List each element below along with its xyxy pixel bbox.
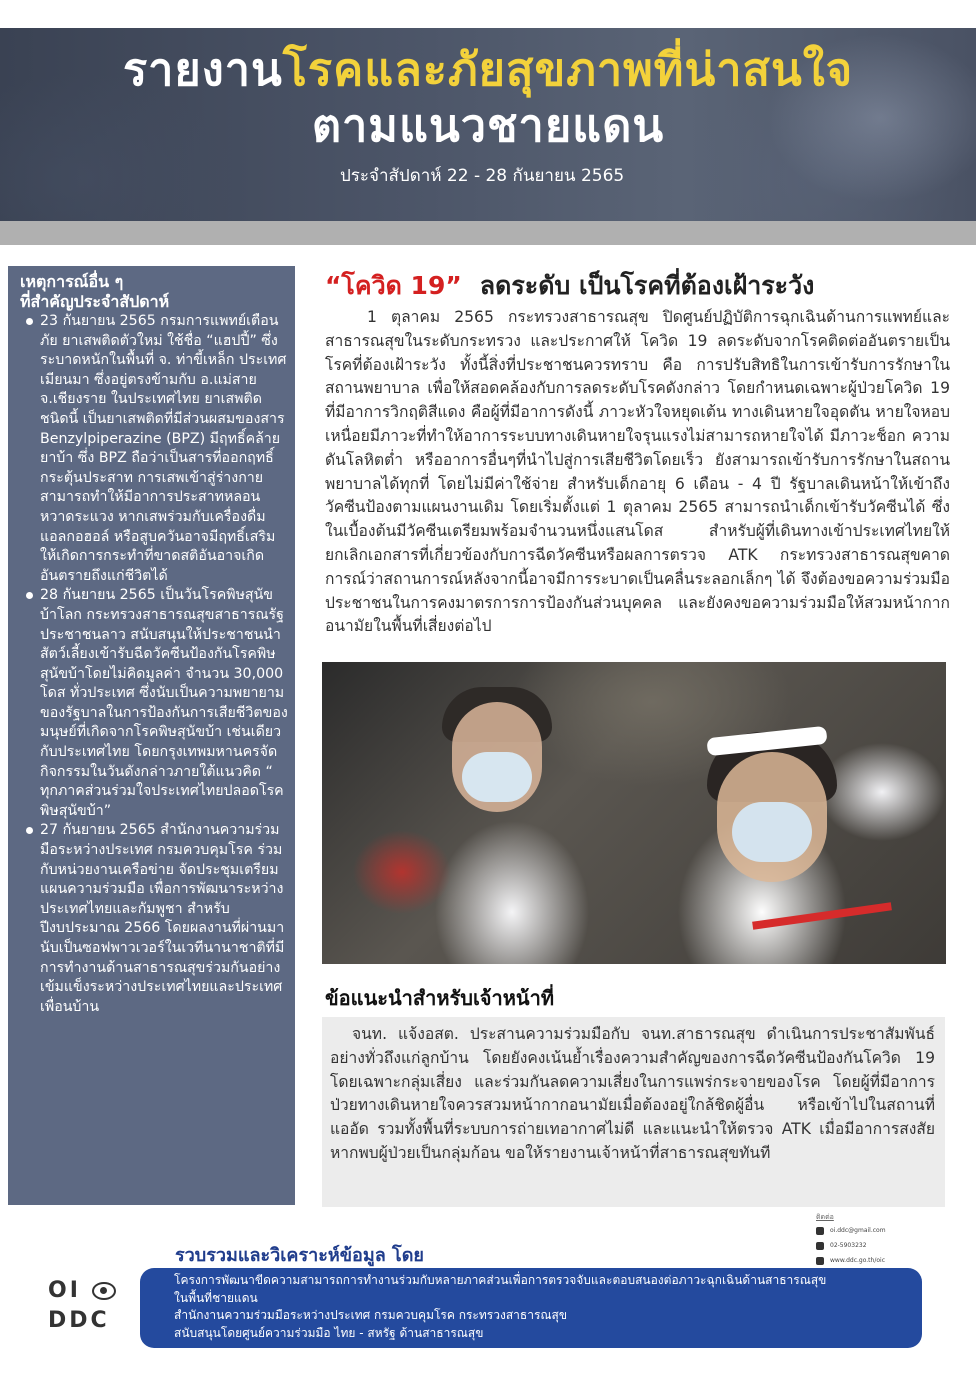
report-period: ประจำสัปดาห์ 22 - 28 กันยายน 2565 bbox=[340, 166, 625, 186]
title-part2: โรคและภัยสุขภาพที่น่าสนใจ bbox=[282, 43, 854, 96]
oi-ddc-logo bbox=[48, 1276, 128, 1336]
report-title-line2: ตามแนวชายแดน bbox=[311, 99, 665, 152]
credit-line: โครงการพัฒนาขีดความสามารถการทำงานร่วมกับหลายภาคส่วนเพื่อการตรวจจับและตอบสนองต่อภาวะฉุกเฉินด้านสาธารณสุข bbox=[174, 1273, 827, 1287]
logo-text-ddc: DDC bbox=[48, 1308, 110, 1333]
compiled-by-title: รวบรวมและวิเคราะห์ข้อมูล โดย bbox=[175, 1245, 424, 1266]
list-item: 28 กันยายน 2565 เป็นวันโรคพิษสุนัขบ้าโลก กระทรวงสาธารณสุขสาธารณรัฐประชาชนลาว สนับสนุนให้ประชาชนนำสัตว์เลี้ยงเข้ารับฉีดวัคซีนป้องกันโรคพิษสุนัขบ้าโดยไม่คิดมูลค่า จำนวน 30,000 โดส ทั่วประเทศ ซึ่งนับเป็นความพยายามของรัฐบาลในการป้องกันการเสียชีวิตของมนุษย์ที่เกิดจากโรคพิษสุนัขบ้า เช่นเดียวกับประเทศไทย โดยกรุงเทพมหานครจัดกิจกรรมในวันดังกล่าวภายใต้แนวคิด “ ทุกภาคส่วนร่วมใจประเทศไทยปลอดโรคพิษสุนัขบ้า” bbox=[26, 586, 289, 821]
article-headline bbox=[325, 266, 965, 306]
advice-title: ข้อแนะนำสำหรับเจ้าหน้าที่ bbox=[325, 986, 555, 1010]
phone-icon bbox=[816, 1242, 824, 1250]
contact-email[interactable]: oi.ddc@gmail.com bbox=[830, 1227, 886, 1234]
globe-icon bbox=[816, 1257, 824, 1265]
sidebar-title bbox=[20, 272, 295, 312]
list-item: 27 กันยายน 2565 สำนักงานความร่วมมือระหว่างประเทศ กรมควบคุมโรค ร่วมกับหน่วยงานเครือข่าย จัดประชุมเตรียมแผนความร่วมมือ เพื่อการพัฒนาระหว่างประเทศไทยและกัมพูชา สำหรับปีงบประมาณ 2566 โดยผลงานที่ผ่านมา นับเป็นซอฟพาวเวอร์ในเวทีนานาชาติที่มีการทำงานด้านสาธารณสุขร่วมกันอย่างเข้มแข็งระหว่างประเทศไทยและประเทศเพื่อนบ้าน bbox=[26, 821, 289, 1017]
advice-box: จนท. แจ้งอสต. ประสานความร่วมมือกับ จนท.สาธารณสุข ดำเนินการประชาสัมพันธ์อย่างทั่วถึงแก่ลูกบ้าน โดยยังคงเน้นย้ำเรื่องความสำคัญของการฉีดวัคซีนป้องกันโควิด 19 โดยเฉพาะกลุ่มเสี่ยง และร่วมกันลดความเสี่ยงในการแพร่กระจายของโรค โดยผู้ที่มีอาการป่วยทางเดินหายใจควรสวมหน้ากากอนามัยเมื่อต้องอยู่ใกล้ชิดผู้อื่น หรือเข้าไปในสถานที่แออัด รวมทั้งพื้นที่ระบบการถ่ายเทอากาศไม่ดี และแนะนำให้ตรวจ ATK เมื่อมีอาการสงสัย หากพบผู้ป่วยเป็นกลุ่มก้อน ขอให้รายงานเจ้าหน้าที่สาธารณสุขทันที bbox=[322, 1017, 945, 1207]
eye-icon bbox=[92, 1282, 116, 1300]
header-divider bbox=[0, 221, 976, 245]
contact-web-row bbox=[816, 1253, 886, 1268]
events-list bbox=[8, 312, 295, 1017]
list-item: 23 กันยายน 2565 กรมการแพทย์เตือนภัย ยาเสพติดตัวใหม่ ใช้ชื่อ “แฮปปี้” ซึ่งระบาดหนักในพื้นที่ จ. ท่าขี้เหล็ก ประเทศเมียนมา ซึ่งอยู่ตรงข้ามกับ อ.แม่สาย จ.เชียงราย ในประเทศไทย ยาเสพติดชนิดนี้ เป็นยาเสพติดที่มีส่วนผสมของสาร Benzylpiperazine (BPZ) มีฤทธิ์คล้ายยาบ้า ซึ่ง BPZ ถือว่าเป็นสารที่ออกฤทธิ์กระตุ้นประสาท การเสพเข้าสู่ร่างกาย สามารถทำให้มีอาการประสาทหลอน หวาดระแวง หากเสพร่วมกับเครื่องดื่มแอลกอฮอล์ หรือสูบควันอาจมีฤทธิ์เสริมให้เกิดการกระทำที่ขาดสติอันอาจเกิดอันตรายถึงแก่ชีวิตได้ bbox=[26, 312, 289, 586]
article-body: 1 ตุลาคม 2565 กระทรวงสาธารณสุข ปิดศูนย์ปฏิบัติการฉุกเฉินด้านการแพทย์และสาธารณสุขในระดับกระทรวง และประกาศให้ โควิด 19 ลดระดับจากโรคติดต่ออันตรายเป็นโรคที่ต้องเฝ้าระวัง ทั้งนี้สิ่งที่ประชาชนควรทราบ คือ การปรับสิทธิในการเข้ารับการรักษาในสถานพยาบาล เพื่อให้สอดคล้องกับการลดระดับโรคดังกล่าว โดยกำหนดเฉพาะผู้ป่วยโควิด 19 ที่มีอาการวิกฤติสีแดง คือผู้ที่มีอาการดังนี้ ภาวะหัวใจหยุดเต้น ทางเดินหายใจอุดตัน หายใจหอบเหนื่อยมีภาวะที่ทำให้อาการระบบทางเดินหายใจรุนแรงไม่สามารถหายใจได้ มีภาวะช็อก ความดันโลหิตต่ำ หรืออาการอื่นๆที่นำไปสู่การเสียชีวิตโดยเร็ว ยังสามารถเข้ารับการรักษาในสถานพยาบาลได้ทุกที่ โดยไม่มีค่าใช้จ่าย สำหรับเด็กอายุ 6 เดือน - 4 ปี รัฐบาลเดินหน้าให้เข้าถึงวัคซีนป้องตามแผนงานเดิม โดยเริ่มตั้งแต่ 1 ตุลาคม 2565 สามารถนำเด็กเข้ารับวัคซีนได้ ซึ่งในเบื้องต้นมีวัคซีนเตรียมพร้อมจำนวนหนึ่งแสนโดส สำหรับผู้ที่เดินทางเข้าประเทศไทยให้ยกเลิกเอกสารที่เกี่ยวข้องกับการฉีดวัคซีนหรือผลการตรวจ ATK กระทรวงสาธารณสุขคาดการณ์ว่าสถานการณ์หลังจากนี้อาจมีการระบาดเป็นคลื่นระลอกเล็กๆ ได้ จึงต้องขอความร่วมมือประชาชนในการคงมาตรการการป้องกันส่วนบุคคล และยังคงขอความร่วมมือให้สวมหน้ากากอนามัยในพื้นที่เสี่ยงต่อไป bbox=[325, 308, 950, 636]
sidebar-title-line1: เหตุการณ์อื่น ๆ bbox=[20, 272, 124, 291]
credits-box bbox=[140, 1268, 922, 1348]
other-events-sidebar bbox=[8, 266, 295, 1205]
sidebar-title-line2: ที่สำคัญประจำสัปดาห์ bbox=[20, 292, 170, 311]
title-part1: รายงาน bbox=[122, 43, 283, 96]
contact-phone-row bbox=[816, 1238, 886, 1253]
contact-web[interactable]: www.ddc.go.th/oic bbox=[830, 1257, 885, 1264]
report-title bbox=[0, 40, 976, 100]
logo-text-oi: OI bbox=[48, 1278, 81, 1303]
email-icon bbox=[816, 1227, 824, 1235]
contact-phone: 02-5903232 bbox=[830, 1242, 867, 1249]
credit-line: ในพื้นที่ชายแดน bbox=[174, 1290, 258, 1305]
header-banner bbox=[0, 28, 976, 221]
credit-line: สนับสนุนโดยศูนย์ความร่วมมือ ไทย - สหรัฐ ด้านสาธารณสุข bbox=[174, 1325, 484, 1340]
contact-label: ติดต่อ bbox=[816, 1213, 834, 1221]
credit-line: สำนักงานความร่วมมือระหว่างประเทศ กรมควบคุมโรค กระทรวงสาธารณสุข bbox=[174, 1308, 568, 1322]
vaccination-photo bbox=[322, 662, 946, 964]
contact-block bbox=[816, 1212, 886, 1268]
headline-highlight: “โควิด 19” bbox=[325, 271, 462, 300]
contact-email-row bbox=[816, 1223, 886, 1238]
headline-text: ลดระดับ เป็นโรคที่ต้องเฝ้าระวัง bbox=[479, 271, 815, 300]
